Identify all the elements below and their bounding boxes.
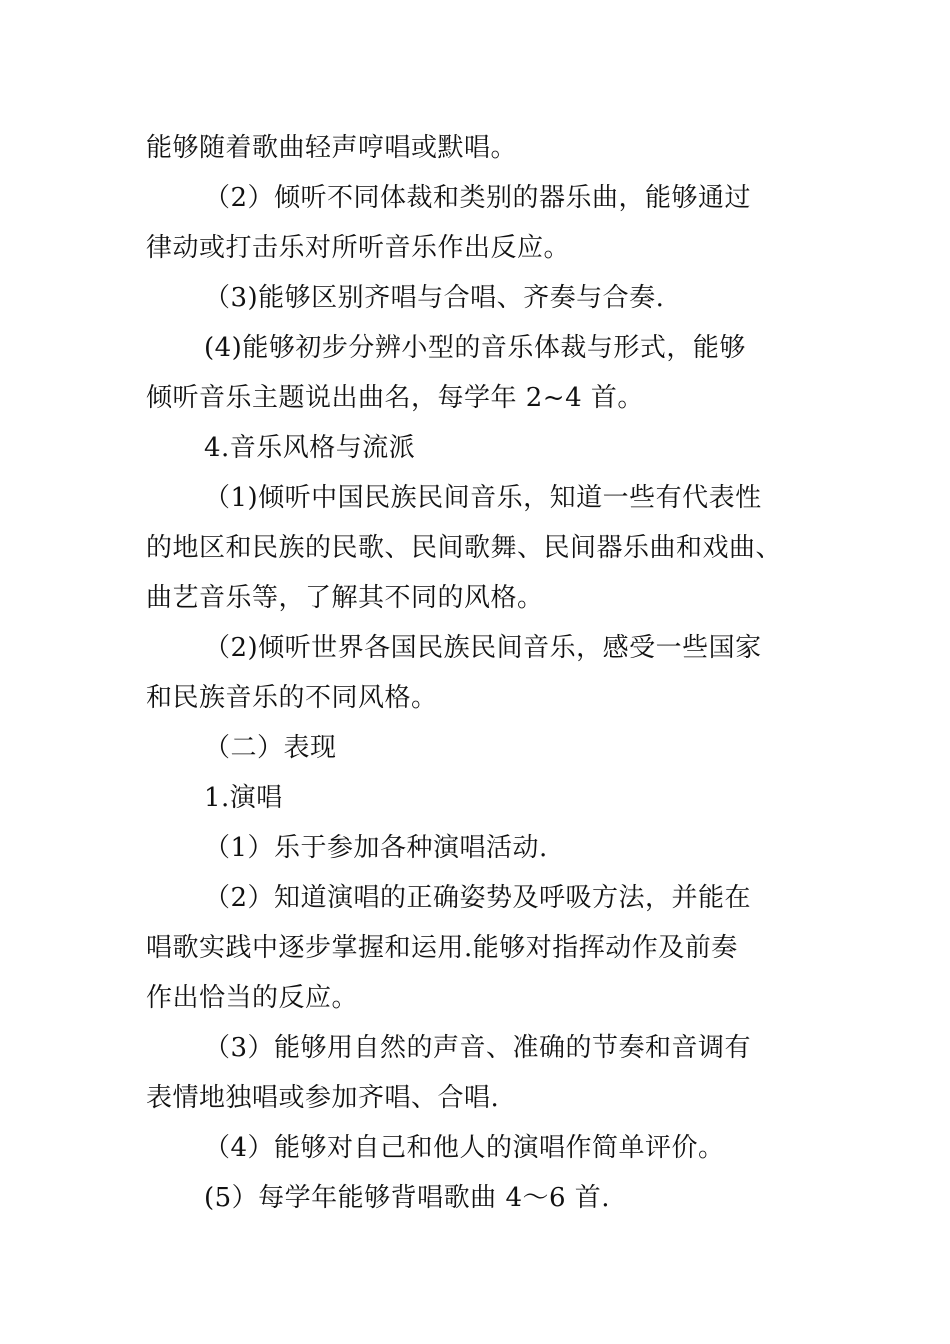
text-line: （3）能够用自然的声音、准确的节奏和音调有 [204, 1033, 752, 1063]
text-line: （2）倾听不同体裁和类别的器乐曲，能够通过 [204, 183, 752, 213]
subsection-heading: 1.演唱 [204, 783, 283, 813]
section-heading: 4.音乐风格与流派 [204, 433, 416, 463]
text-line: (5）每学年能够背唱歌曲 4～6 首. [204, 1183, 611, 1213]
text-line: 和民族音乐的不同风格。 [146, 683, 438, 713]
text-line: 律动或打击乐对所听音乐作出反应。 [146, 233, 571, 263]
text-line: （3)能够区别齐唱与合唱、齐奏与合奏. [204, 283, 665, 313]
text-line: 倾听音乐主题说出曲名，每学年 2~4 首。 [146, 383, 644, 413]
text-line: 的地区和民族的民歌、民间歌舞、民间器乐曲和戏曲、 [146, 533, 783, 563]
text-line: (4)能够初步分辨小型的音乐体裁与形式，能够 [204, 333, 746, 363]
section-heading: （二）表现 [204, 733, 337, 763]
text-line: （4）能够对自己和他人的演唱作简单评价。 [204, 1133, 725, 1163]
text-line: 作出恰当的反应。 [146, 983, 359, 1013]
text-line: 唱歌实践中逐步掌握和运用.能够对指挥动作及前奏 [146, 933, 738, 963]
text-line: （2）知道演唱的正确姿势及呼吸方法，并能在 [204, 883, 752, 913]
text-line: （1)倾听中国民族民间音乐，知道一些有代表性 [204, 483, 762, 513]
text-line: （2)倾听世界各国民族民间音乐，感受一些国家 [204, 633, 762, 663]
text-line: （1）乐于参加各种演唱活动. [204, 833, 548, 863]
text-line: 能够随着歌曲轻声哼唱或默唱。 [146, 133, 518, 163]
text-line: 表情地独唱或参加齐唱、合唱. [146, 1083, 500, 1113]
text-line: 曲艺音乐等，了解其不同的风格。 [146, 583, 544, 613]
